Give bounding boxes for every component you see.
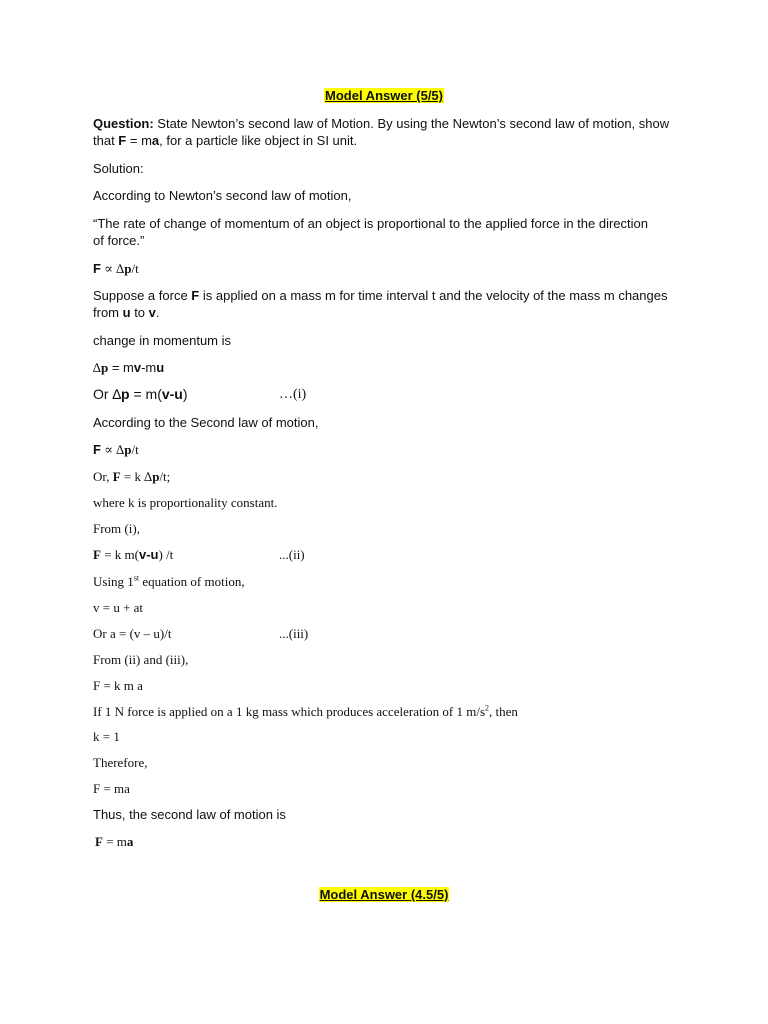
question-line-2: that F = ma, for a particle like object in SI unit. bbox=[93, 133, 358, 148]
second-law-statement: According to the Second law of motion, bbox=[93, 415, 319, 430]
model-answer-heading-2: Model Answer (4.5/5) bbox=[319, 887, 449, 902]
conclusion-line: Thus, the second law of motion is bbox=[93, 807, 286, 822]
unit-definition-line: If 1 N force is applied on a 1 kg mass which produces acceleration of 1 $m/s^2$, then bbox=[93, 703, 518, 719]
force-kma-equation: F = k m a bbox=[93, 678, 143, 693]
model-answer-heading-1: Model Answer (5/5) bbox=[325, 88, 443, 103]
equation-ref-i: …(i) bbox=[279, 387, 307, 402]
equation-ref-ii: ...(ii) bbox=[279, 547, 305, 562]
suppose-line-2: from u to v. bbox=[93, 305, 160, 320]
question-line-1: Question: State Newton’s second law of Motion. By using the Newton’s second law of motion, show bbox=[93, 116, 670, 131]
final-equation: F = ma bbox=[95, 834, 134, 849]
proportional-equation-2: F ∝ ∆p/t bbox=[93, 442, 139, 457]
change-in-momentum-label: change in momentum is bbox=[93, 333, 232, 348]
solution-label: Solution: bbox=[93, 161, 144, 176]
from-i-label: From (i), bbox=[93, 521, 140, 536]
equation-iii: Or a = (v – u)/t ...(iii) bbox=[93, 626, 309, 641]
from-ii-iii-label: From (ii) and (iii), bbox=[93, 652, 189, 667]
proportionality-constant-note: where k is proportionality constant. bbox=[93, 495, 278, 510]
law-quote-line-2: of force.” bbox=[93, 233, 145, 248]
suppose-line-1: Suppose a force F is applied on a mass m for time interval t and the velocity of the mass m changes bbox=[93, 288, 668, 303]
question-label: Question: bbox=[93, 116, 154, 131]
k-equals-one: k = 1 bbox=[93, 729, 120, 744]
therefore-label: Therefore, bbox=[93, 755, 148, 770]
solution-intro: According to Newton’s second law of motion, bbox=[93, 188, 352, 203]
equation-ref-iii: ...(iii) bbox=[279, 626, 309, 641]
momentum-equation-i: Or ∆p = m(v-u) …(i) bbox=[93, 386, 307, 402]
proportional-equation-1: F ∝ ∆p/t bbox=[93, 261, 139, 276]
momentum-equation: ∆p = mv-mu bbox=[93, 360, 165, 375]
first-equation-note: Using 1st equation of motion, bbox=[93, 573, 245, 589]
constant-equation: Or, F = k ∆p/t; bbox=[93, 469, 171, 484]
first-equation-of-motion: v = u + at bbox=[93, 600, 144, 615]
law-quote-line-1: “The rate of change of momentum of an object is proportional to the applied force in the direction bbox=[93, 216, 648, 231]
force-equation: F = ma bbox=[93, 781, 130, 796]
equation-ii: F = k m(v-u) /t ...(ii) bbox=[93, 547, 305, 562]
